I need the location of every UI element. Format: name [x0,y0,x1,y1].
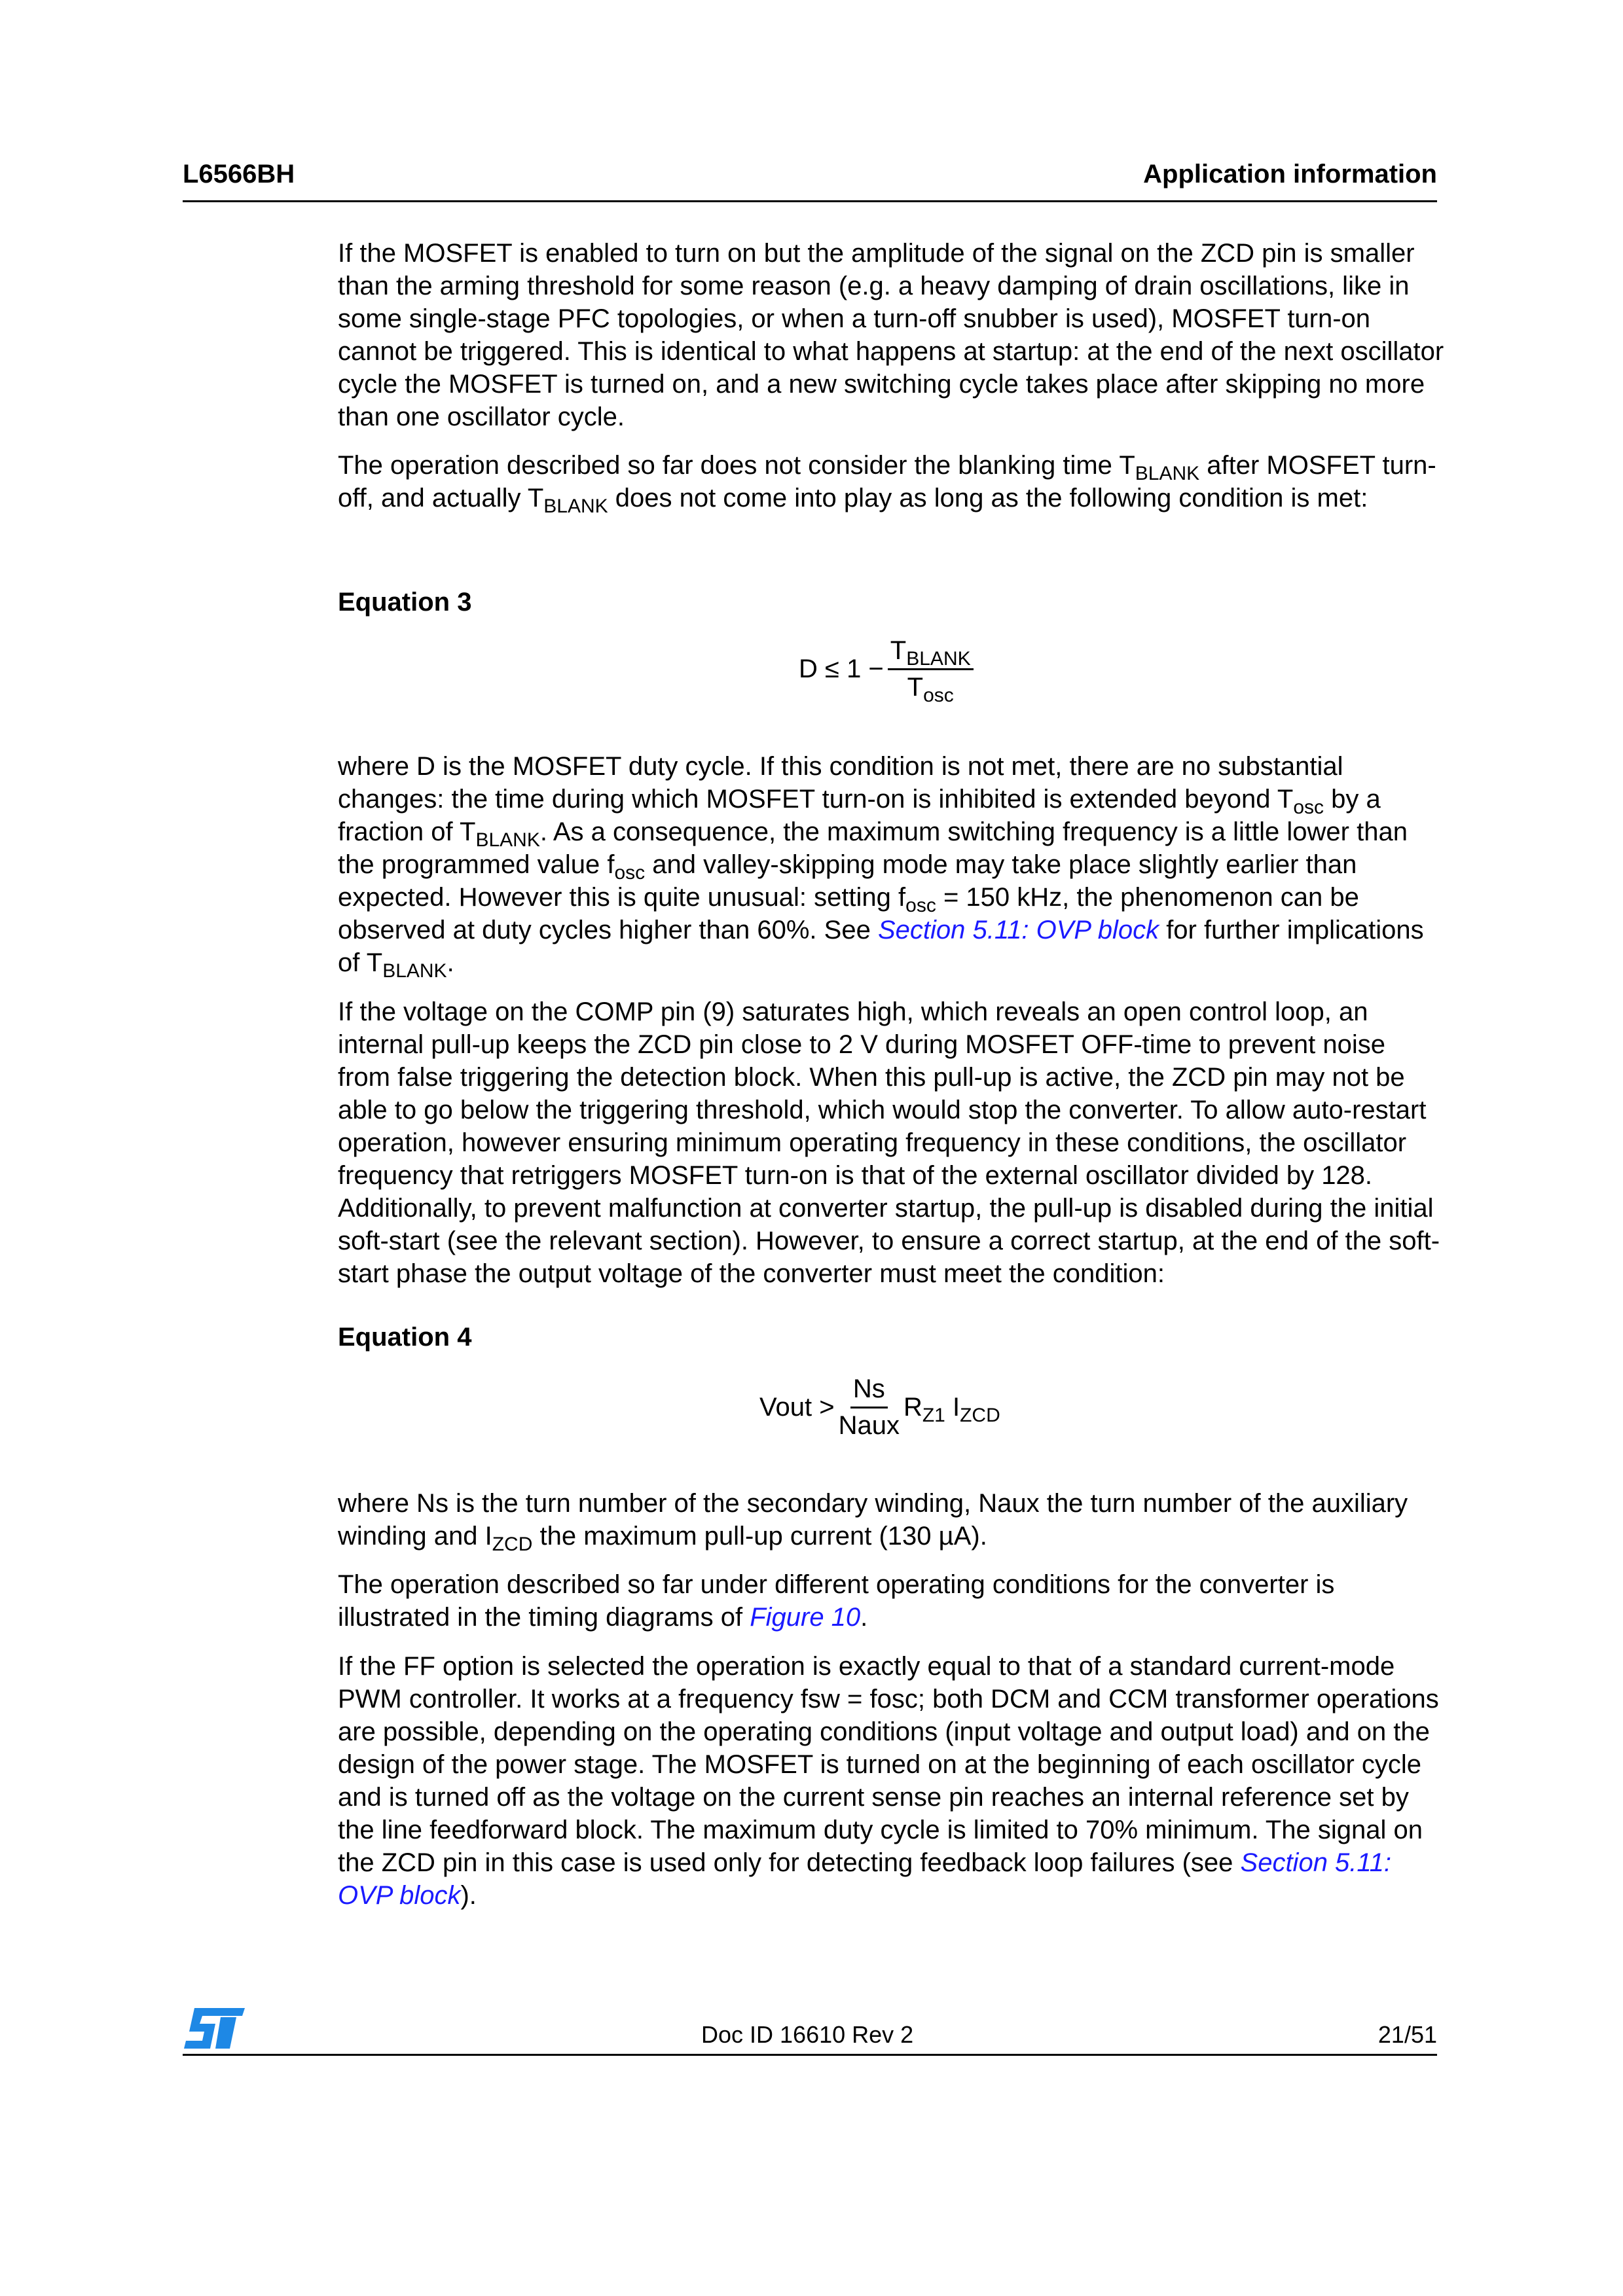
doc-id: Doc ID 16610 Rev 2 [701,2021,914,2048]
paragraph-3: where D is the MOSFET duty cycle. If this condition is not met, there are no substantial changes: the time during which MOSFET turn-on is inhibited is extended beyond $T_{osc}$ by a fraction of $T_{BLANK}$. As a consequence, the maximum switching frequency is a little lower than the programmed value $f_{osc}$ and valley-skipping mode may take place slightly earlier than expected. However this is quite unusual: setting $f_{osc} = 150$ kHz, the phenomenon can be observed at duty cycles higher than 60%. See Section 5.11: OVP block for further implications of $T_{BLANK}$. [338,752,1424,982]
header-divider [183,200,1437,202]
equation-3: D ≤ 1 − $\frac{T_{BLANK}}{T_{osc}}$ [799,636,977,702]
equation-4: Vout > $\frac{Ns}{\text{Naux}}$ $R_{Z1}$ $I_{ZCD}$ [759,1374,1000,1440]
section-ovp-link[interactable]: Section 5.11: OVP block [877,916,1159,944]
paragraph-7: If the FF option is selected the operation is exactly equal to that of a standard current-mode PWM controller. It works at a frequency fsw = fosc; both DCM and CCM transformer operations are possible, depending on the operating conditions (input voltage and output load) and on the design of the power stage. The MOSFET is turned on at the beginning of each oscillator cycle and is turned off as the voltage on the current sense pin reaches an internal reference set by the line feedforward block. The maximum duty cycle is limited to 70% minimum. The signal on the ZCD pin in this case is used only for detecting feedback loop failures (see Section 5.11: OVP block). [338,1652,1439,1910]
footer-divider [183,2054,1437,2056]
st-logo-icon [183,2008,245,2049]
section-title: Application information [1143,160,1437,188]
paragraph-4: If the voltage on the COMP pin (9) saturates high, which reveals an open control loop, an internal pull-up keeps the ZCD pin close to 2 V during MOSFET OFF-time to prevent noise from false triggering the detection block. When this pull-up is active, the ZCD pin may not be able to go below the triggering threshold, which would stop the converter. To allow auto-restart operation, however ensuring minimum operating frequency in these conditions, the oscillator frequency that retriggers MOSFET turn-on is that of the external oscillator divided by 128. Additionally, to prevent malfunction at converter startup, the pull-up is disabled during the initial soft-start (see the relevant section). However, to ensure a correct startup, at the end of the soft-start phase the output voltage of the converter must meet the condition: [338,997,1440,1288]
figure-10-link[interactable]: Figure 10 [750,1603,861,1632]
paragraph-5: where Ns is the turn number of the secondary winding, Naux the turn number of the auxiliary winding and $I_{ZCD}$ the maximum pull-up current (130 µA). [338,1489,1408,1555]
equation-3-label: Equation 3 [338,588,472,617]
paragraph-2: The operation described so far does not consider the blanking time $T_{BLANK}$ after MOSFET turn-off, and actually $T_{BLANK}$ does not come into play as long as the following condition is met: [338,451,1436,517]
equation-4-label: Equation 4 [338,1323,472,1352]
paragraph-1: If the MOSFET is enabled to turn on but the amplitude of the signal on the ZCD pin is smaller than the arming threshold for some reason (e.g. a heavy damping of drain oscillations, like in some single-stage PFC topologies, or when a turn-off snubber is used), MOSFET turn-on cannot be triggered. This is identical to what happens at startup: at the end of the next oscillator cycle the MOSFET is turned on, and a new switching cycle takes place after skipping no more than one oscillator cycle. [338,239,1444,431]
document-title: L6566BH [183,160,295,188]
section-ovp-link-2[interactable]: Section 5.11: OVP block [338,1848,1392,1910]
page-number: 21/51 [1377,2021,1437,2048]
paragraph-6: The operation described so far under different operating conditions for the converter is illustrated in the timing diagrams of Figure 10. [338,1570,1335,1632]
